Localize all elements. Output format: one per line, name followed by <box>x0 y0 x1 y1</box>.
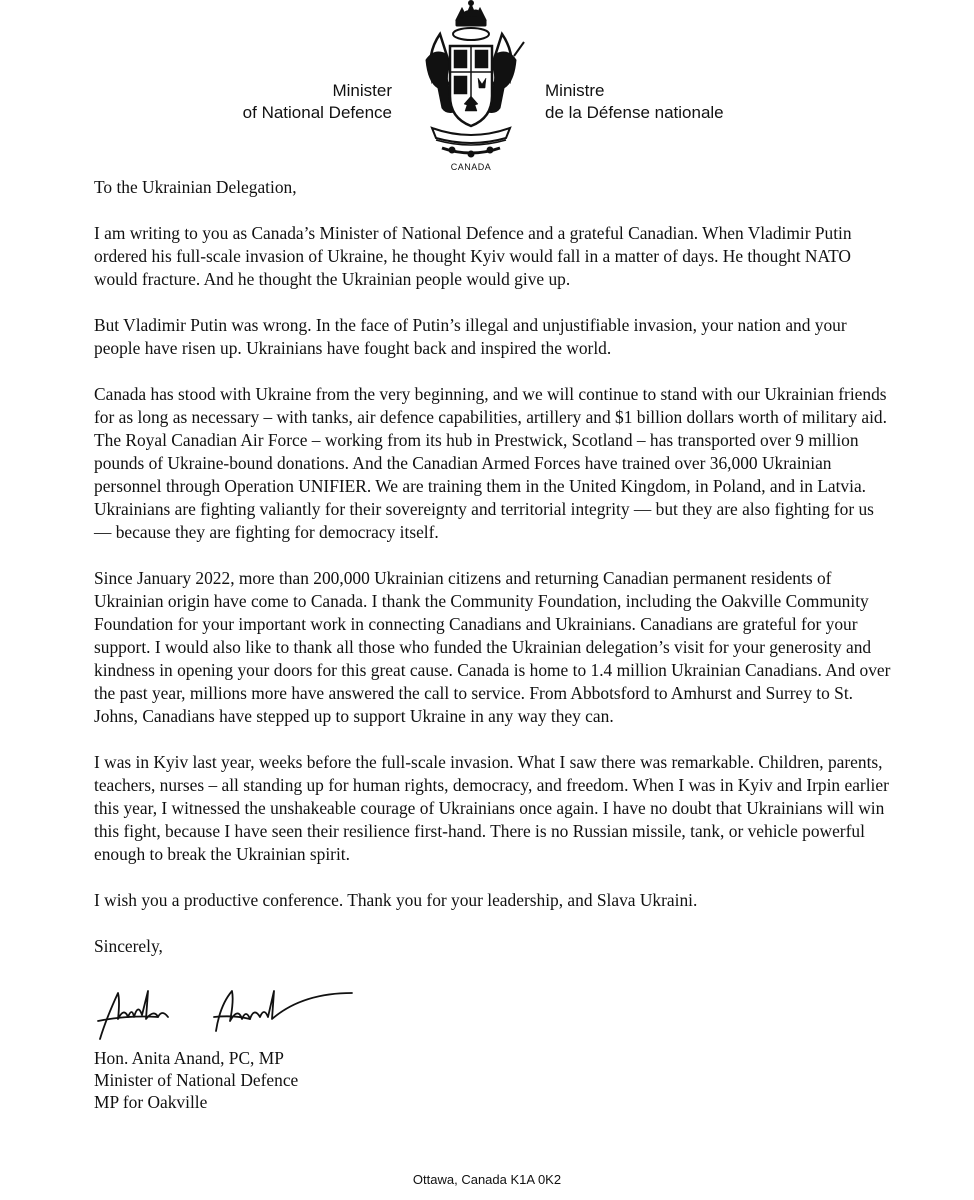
paragraph-1: I am writing to you as Canada’s Minister of National Defence and a grateful Canadian. When Vladimir Putin ordered his full-scale invasion of Ukraine, he thought Kyiv would fall in a matter of days. He thought NATO would fracture. And he thought the Ukrainian people would give up. <box>94 223 852 289</box>
letterhead-english <box>243 80 392 124</box>
footer-address: Ottawa, Canada K1A 0K2 <box>412 1172 562 1187</box>
letterhead-french <box>545 80 724 124</box>
signatory-title: Minister of National Defence <box>94 1070 299 1090</box>
paragraph-6: I wish you a productive conference. Thank you for your leadership, and Slava Ukraini. <box>94 890 698 910</box>
salutation: To the Ukrainian Delegation, <box>94 177 297 197</box>
paragraph-5: I was in Kyiv last year, weeks before the full-scale invasion. What I saw there was remarkable. Children, parents, teachers, nurses – all standing up for human rights, democracy, and freedom. When I was in Kyiv and Irpin earlier this year, I witnessed the unshakeable courage of Ukrainians once again. I have no doubt that Ukrainians will win this fight, because I have seen their resilience first-hand. There is no Russian missile, tank, or vehicle powerful enough to break the Ukrainian spirit. <box>94 752 889 864</box>
canada-crest-label: CANADA <box>450 162 492 172</box>
minister-label-en: Minister <box>332 81 392 100</box>
department-label-en: of National Defence <box>242 103 392 122</box>
paragraph-2: But Vladimir Putin was wrong. In the face of Putin’s illegal and unjustifiable invasion, your nation and your people have risen up. Ukrainians have fought back and inspired the world. <box>94 315 847 358</box>
letter-body <box>94 176 894 1113</box>
minister-label-fr: Ministre <box>545 81 605 100</box>
paragraph-3: Canada has stood with Ukraine from the very beginning, and we will continue to stand with our Ukrainian friends for as long as necessary – with tanks, air defence capabilities, artillery and $1 billion dollars worth of military aid. The Royal Canadian Air Force – working from its hub in Prestwick, Scotland – has transported over 9 million pounds of Ukraine-bound donations. And the Canadian Armed Forces have trained over 36,000 Ukrainian personnel through Operation UNIFIER. We are training them in the United Kingdom, in Poland, and in Latvia. Ukrainians are fighting valiantly for their sovereignty and territorial integrity — but they are also fighting for us — because they are fighting for democracy itself. <box>94 384 887 542</box>
handwritten-signature-icon <box>88 981 388 1047</box>
closing: Sincerely, <box>94 936 163 956</box>
department-label-fr: de la Défense nationale <box>545 103 724 122</box>
paragraph-4: Since January 2022, more than 200,000 Ukrainian citizens and returning Canadian permanent residents of Ukrainian origin have come to Canada. I thank the Community Foundation, including the Oakville Community Foundation for your important work in connecting Canadians and Ukrainians. Canadians are grateful for your support. I would also like to thank all those who funded the Ukrainian delegation’s visit for your generosity and kindness in opening your doors for this great cause. Canada is home to 1.4 million Ukrainian Canadians. And over the past year, millions more have answered the call to service. From Abbotsford to Amhurst and Surrey to St. Johns, Canadians have stepped up to support Ukraine in any way they can. <box>94 568 891 726</box>
signature-block <box>94 1047 894 1113</box>
signatory-riding: MP for Oakville <box>94 1092 208 1112</box>
coat-of-arms-icon <box>412 0 530 162</box>
letterhead <box>0 0 974 180</box>
signatory-name: Hon. Anita Anand, PC, MP <box>94 1048 284 1068</box>
